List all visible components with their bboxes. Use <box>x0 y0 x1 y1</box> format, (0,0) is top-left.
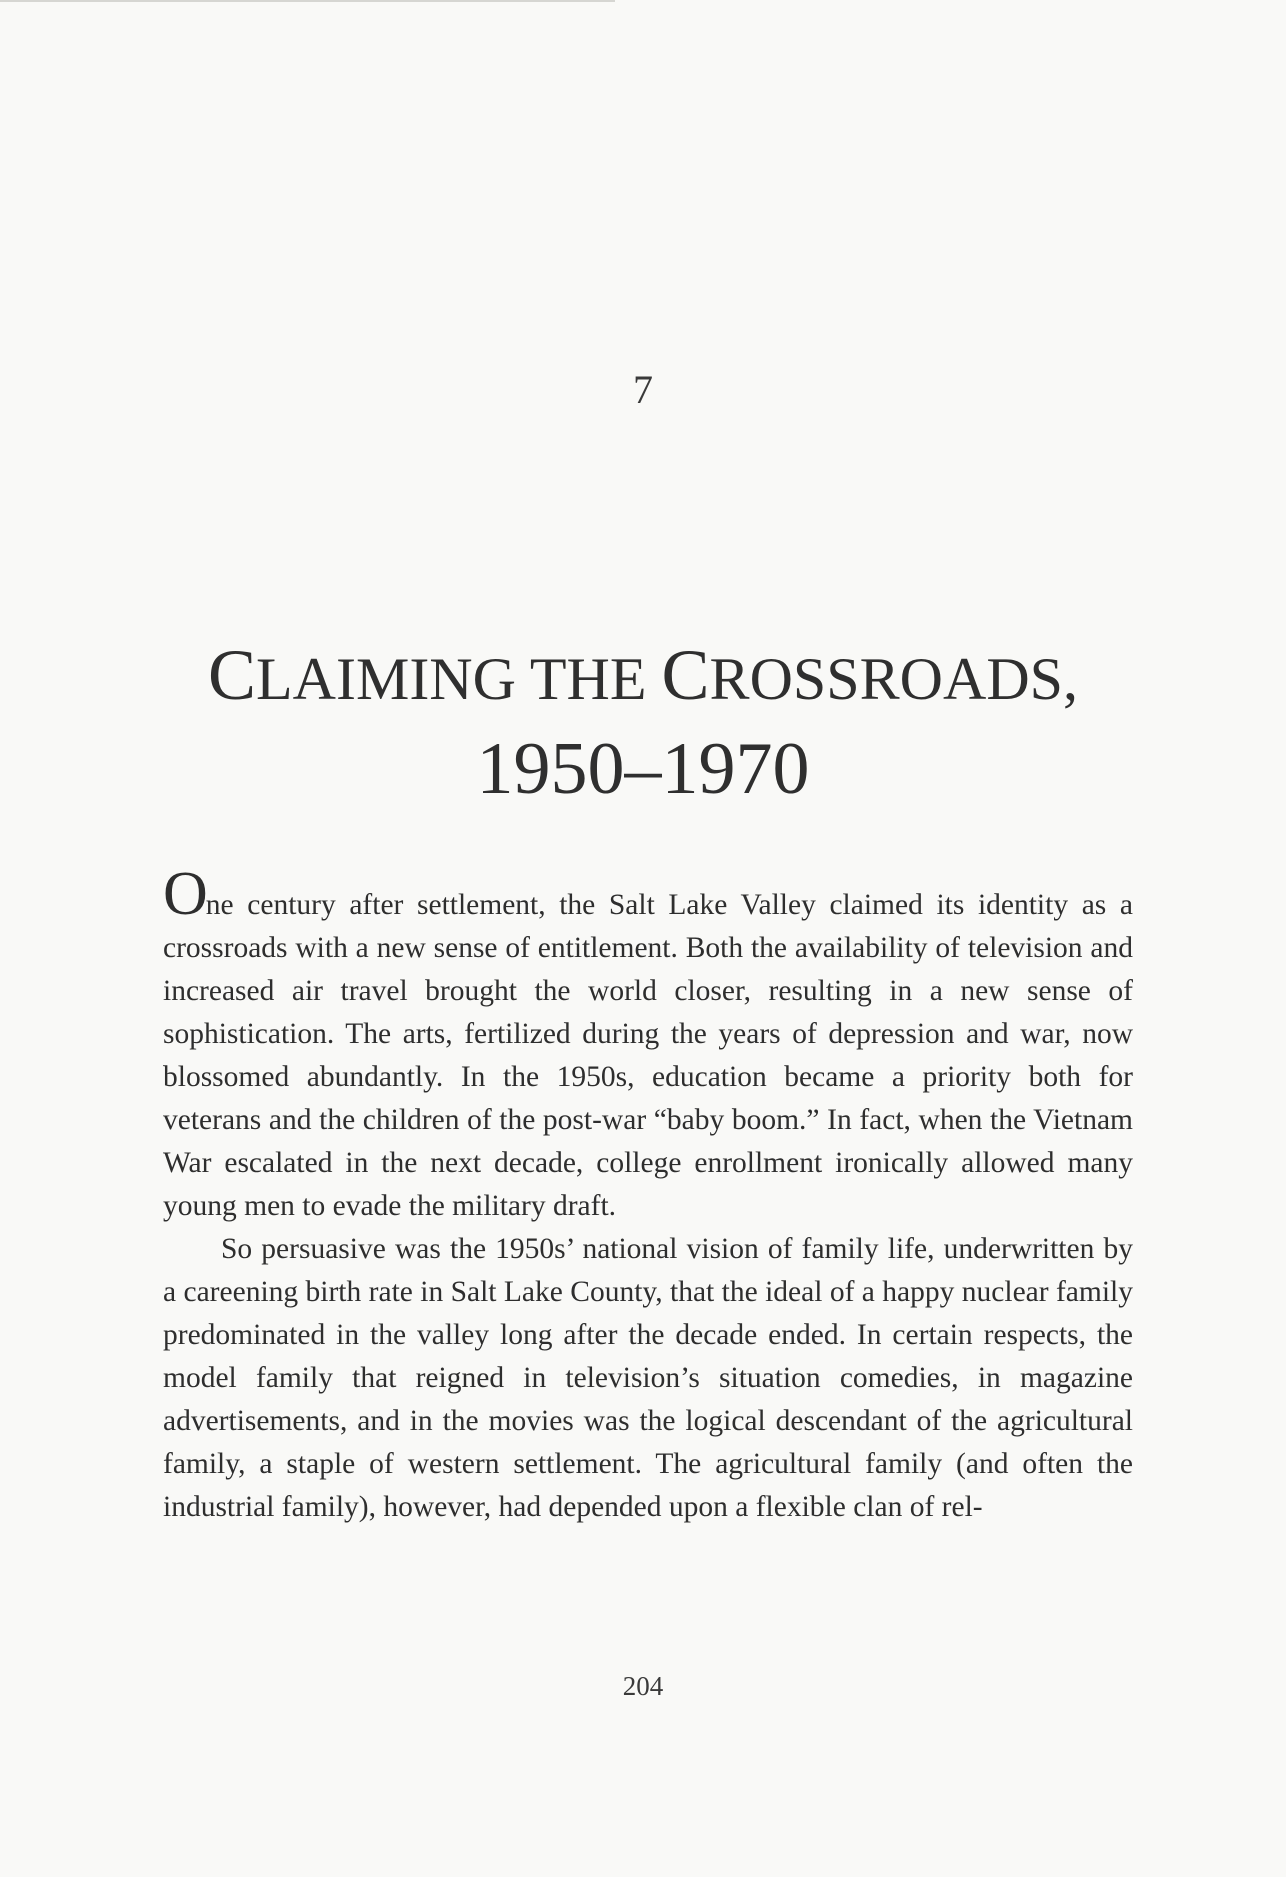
chapter-title-line-2: 1950–1970 <box>476 728 810 810</box>
title-word-crossroads: ROSSROADS, <box>709 646 1079 712</box>
drop-cap: O <box>163 860 206 928</box>
paragraph <box>163 860 1133 1228</box>
paragraph: So persuasive was the 1950s’ national vision of family life, underwritten by a careening birth rate in Salt Lake County, that the ideal of a happy nuclear family predominated in the valley long after the decade ended. In certain respects, the model family that reigned in television’s situation comedies, in magazine advertisements, and in the movies was the logical descendant of the agricultural family, a staple of western settlement. The agricultural family (and often the industrial family), however, had depended upon a flexible clan of rel- <box>163 1233 1133 1523</box>
chapter-number: 7 <box>633 367 653 412</box>
title-word-claiming-the: LAIMING THE <box>256 646 662 712</box>
title-capital-c: C <box>661 635 710 715</box>
chapter-title <box>0 630 1286 814</box>
paragraph-1-text: ne century after settlement, the Salt Lake Valley claimed its identity as a crossroads with a new sense of entitlement. Both the availability of television and increased air travel brought the world closer, resulting in a new sense of sophistication. The arts, fertilized during the years of depression and war, now blossomed abundantly. In the 1950s, education became a priority both for veterans and the children of the post-war “baby boom.” In fact, when the Vietnam War escalated in the next decade, college enrollment ironically allowed many young men to evade the military draft. <box>163 889 1133 1222</box>
scan-edge-rule <box>0 0 615 2</box>
chapter-title-line-1 <box>0 630 1286 724</box>
body-text <box>163 860 1133 1529</box>
title-capital-c: C <box>207 635 257 715</box>
page-number: 204 <box>622 1671 664 1701</box>
